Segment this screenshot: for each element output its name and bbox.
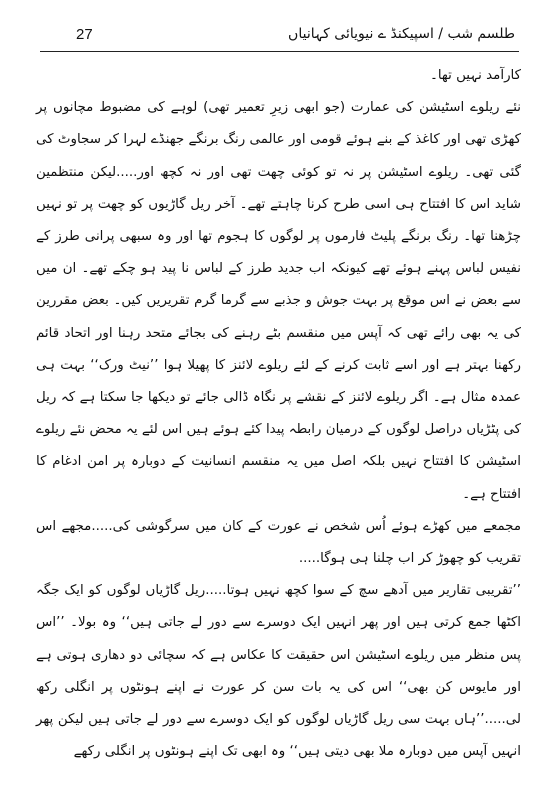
page-body <box>36 60 521 763</box>
paragraph: مجمعے میں کھڑے ہوئے اُس شخص نے عورت کے کان میں سرگوشی کی.....مجھے اس تقریب کو چھوڑ کر اب چلنا ہی ہوگا..... <box>36 518 521 567</box>
page-header <box>40 26 519 48</box>
header-rule <box>40 51 519 52</box>
page-number: 27 <box>76 26 93 43</box>
running-title: طلسم شب / اسپیکنڈ ے نیویائی کہانیاں <box>288 26 515 42</box>
paragraph: نئے ریلوے اسٹیشن کی عمارت (جو ابھی زیرِ تعمیر تھی) لوہے کی مضبوط مچانوں پر کھڑی تھی اور کاغذ کے بنے ہوئے قومی اور عالمی رنگ برنگے جھنڈے لہرا کر سجاوٹ کی گئی تھی۔ ریلوے اسٹیشن پر نہ تو کوئی چھت تھی اور نہ کچھ اور.....لیکن منتظمین شاید اس کا افتتاح ہی اسی طرح کرنا چاہتے تھے۔ آخر ریل گاڑیوں کو چھت پر تو نہیں چڑھنا تھا۔ رنگ برنگے پلیٹ فارموں پر لوگوں کا ہجوم تھا اور وہ سبھی پرانی طرز کے نفیس لباس پہنے ہوئے تھے کیونکہ اب جدید طرز کے لباس نا پید ہو چکے تھے۔ ان میں سے بعض نے اس موقع پر بہت جوش و جذبے سے گرما گرم تقریریں کیں۔ بعض مقررین کی یہ بھی رائے تھی کہ آپس میں منقسم بٹے رہنے کی بجائے متحد رہنا اور اتحاد قائم رکھنا بہتر ہے اور اسے ثابت کرنے کے لئے ریلوے لائنز کا پھیلا ہوا ’’نیٹ ورک‘‘ بہت ہی عمدہ مثال ہے۔ اگر ریلوے لائنز کے نقشے پر نگاہ ڈالی جائے تو دیکھا جا سکتا ہے کہ ریل کی پٹڑیاں دراصل لوگوں کے درمیان رابطہ پیدا کئے ہوئے ہیں اس لئے یہ محض نئے ریلوے اسٹیشن کا افتتاح نہیں بلکہ اصل میں یہ منقسم انسانیت کے دوبارہ پر امن ادغام کا افتتاح ہے۔ <box>36 100 521 502</box>
paragraph: ’’تقریبی تقاریر میں آدھے سچ کے سوا کچھ نہیں ہوتا.....ریل گاڑیاں لوگوں کو ایک جگہ اکٹھا جمع کرتی ہیں اور پھر انہیں ایک دوسرے سے دور لے جاتی ہیں‘‘ وہ بولا۔ ’’اس پس منظر میں ریلوے اسٹیشن اس حقیقت کا عکاس ہے کہ سچائی دو دھاری ہوتی ہے اور مایوس کن بھی‘‘ اس کی یہ بات سن کر عورت نے اپنے ہونٹوں پر انگلی رکھ لی.....’’ہاں بہت سی ریل گاڑیاں لوگوں کو ایک دوسرے سے دور لے جاتی ہیں لیکن پھر انہیں آپس میں دوبارہ ملا بھی دیتی ہیں‘‘ وہ ابھی تک اپنے ہونٹوں پر انگلی رکھے <box>36 583 521 760</box>
paragraph: کارآمد نہیں تھا۔ <box>430 68 521 83</box>
